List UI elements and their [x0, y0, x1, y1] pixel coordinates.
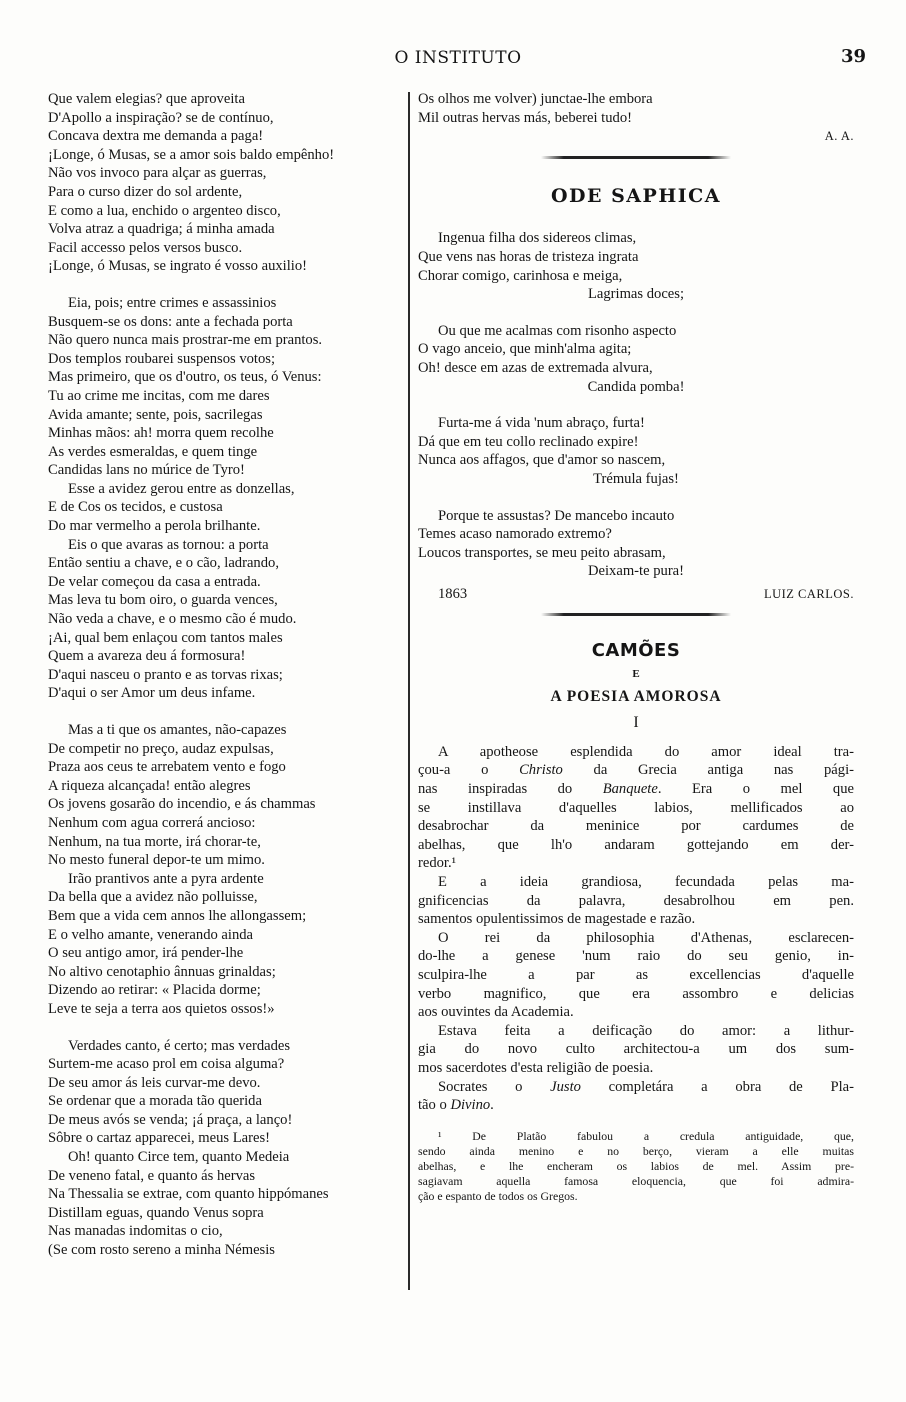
- footnote: [418, 1129, 854, 1204]
- ornamental-rule: [541, 613, 731, 616]
- ode-year: 1863: [438, 585, 468, 602]
- prose-line: aos ouvintes da Academia.: [418, 1004, 574, 1021]
- verse-line: Lagrimas doces;: [587, 286, 685, 303]
- prose-line: tão o Divino.: [418, 1097, 494, 1114]
- italic-term: Christo: [519, 762, 563, 779]
- verse-line: Esse a avidez gerou entre as donzellas,: [68, 480, 295, 497]
- prose-line: çou-a o Christo da Grecia antiga nas pági-: [418, 762, 854, 779]
- prose-line: Socrates o Justo completára a obra de Pla-: [438, 1078, 854, 1095]
- verse-line: De seu amor ás leis curvar-me devo.: [48, 1074, 261, 1091]
- verse-line: O seu antigo amor, irá pender-lhe: [48, 945, 244, 962]
- verse-line: Candida pomba!: [587, 378, 685, 395]
- verse-line: D'aqui o ser Amor um deus infame.: [48, 685, 256, 702]
- ornamental-rule: [541, 156, 731, 159]
- prose-line: do-lhe a genese 'num raio do seu genio, in-: [418, 948, 854, 965]
- verse-line: Trémula fujas!: [593, 470, 679, 487]
- prose-line: se instillava d'aquelles labios, mellificados ao: [418, 799, 854, 816]
- prose-line: Estava feita a deificação do amor: a lithur-: [438, 1022, 854, 1039]
- verse-line: Eis o que avaras as tornou: a porta: [68, 536, 269, 553]
- verse-line: Praza aos ceus te arrebatem vento e fogo: [48, 759, 286, 776]
- verse-line: As verdes esmeraldas, e quem tinge: [48, 443, 258, 460]
- verse-line: No mesto funeral depor-te um mimo.: [48, 852, 265, 869]
- italic-term: Banquete: [602, 781, 658, 798]
- verse-line: Loucos transportes, se meu peito abrasam,: [418, 544, 666, 561]
- prose-line: E a ideia grandiosa, fecundada pelas ma-: [438, 874, 854, 890]
- article-paragraph: [418, 743, 854, 873]
- verse-line: E como a lua, enchido o argenteo disco,: [48, 202, 281, 219]
- verse-line: Porque te assustas? De mancebo incauto: [438, 507, 675, 524]
- verse-line: ¡Longe, ó Musas, se a amor sois baldo empênho!: [48, 146, 335, 163]
- prose-line: nas inspiradas do Banquete. Era o mel que: [418, 781, 854, 798]
- verse-line: Para o curso dizer do sol ardente,: [48, 183, 243, 200]
- verse-line: Mas a ti que os amantes, não-capazes: [68, 722, 287, 738]
- ode-signature-row: [418, 585, 854, 604]
- verse-line: Não vos invoco para alçar as guerras,: [48, 165, 267, 182]
- ode-stanza: [418, 229, 854, 303]
- verse-line: Ou que me acalmas com risonho aspecto: [438, 322, 677, 339]
- verse-line: Se ordenar que a morada tão querida: [48, 1093, 262, 1110]
- page-header: [48, 40, 868, 80]
- verse-line: Dizendo ao retirar: « Placida dorme;: [48, 982, 261, 999]
- prose-line: sculpira-lhe a par as excellencias d'aquelle: [418, 966, 854, 983]
- verse-line: D'Apollo a inspiração? se de contínuo,: [48, 109, 274, 126]
- verse-line: De meus avós se venda; ¡á praça, a lanço!: [48, 1111, 293, 1128]
- verse-line: ¡Ai, qual bem enlaçou com tantos males: [48, 629, 283, 646]
- article-subtitle: A POESIA AMOROSA: [550, 687, 722, 705]
- ode-title: ODE SAPHICA: [550, 184, 722, 207]
- verse-line: E de Cos os tecidos, e custosa: [48, 499, 223, 516]
- page: [48, 40, 868, 1380]
- verse-line: No altivo cenotaphio ânnuas grinaldas;: [48, 963, 276, 980]
- poem-ending: [418, 90, 854, 127]
- article-paragraph: [418, 929, 854, 1022]
- footnote-line: ção e espanto de todos os Gregos.: [418, 1188, 578, 1203]
- verse-line: Quem a avareza deu á formosura!: [48, 648, 246, 665]
- verse-line: Candidas lans no múrice de Tyro!: [48, 462, 245, 479]
- prose-line: mos sacerdotes d'esta religião de poesia.: [418, 1059, 654, 1076]
- verse-line: De competir no preço, audaz expulsas,: [48, 740, 274, 757]
- verse-line: D'aqui nasceu o pranto e as torvas rixas;: [48, 666, 283, 683]
- poem-stanza: [48, 1037, 400, 1260]
- verse-line: Tu ao crime me incitas, com me dares: [48, 387, 270, 404]
- article-title: CAMÕES: [591, 640, 681, 662]
- verse-line: Não quero nunca mais prostrar-me em prantos.: [48, 332, 323, 349]
- footnote-line: ¹ De Platão fabulou a credula antiguidade, que,: [438, 1128, 854, 1143]
- verse-line: Sôbre o cartaz apparecei, meus Lares!: [48, 1130, 271, 1147]
- verse-line: Mil outras hervas más, beberei tudo!: [418, 109, 632, 126]
- left-column: [48, 90, 400, 1278]
- verse-line: Do mar vermelho a perola brilhante.: [48, 518, 261, 535]
- verse-line: Temes acaso namorado extremo?: [418, 526, 612, 543]
- verse-line: Que valem elegias? que aproveita: [48, 91, 245, 107]
- prose-line: desabrochar da meninice por cardumes de: [418, 818, 854, 835]
- ode-stanza: [418, 414, 854, 488]
- verse-line: Na Thessalia se extrae, com quanto hippómanes: [48, 1186, 329, 1203]
- column-divider: [408, 92, 410, 1290]
- article-paragraph: [418, 1022, 854, 1078]
- verse-line: Dá que em teu collo reclinado expire!: [418, 433, 639, 450]
- footnote-line: abelhas, e lhe encheram os labios de mel. Assim pre-: [418, 1158, 854, 1173]
- page-number: 39: [840, 46, 866, 67]
- prose-line: gnificencias da palavra, desabrolhou em pen.: [418, 892, 854, 909]
- ode-stanza: [418, 322, 854, 396]
- verse-line: Chorar comigo, carinhosa e meiga,: [418, 267, 623, 284]
- verse-line: Bem que a vida cem annos lhe allongassem;: [48, 907, 307, 924]
- poem-stanza: [48, 721, 400, 1019]
- verse-line: Os jovens gosarão do incendio, e ás chammas: [48, 796, 316, 813]
- verse-line: Oh! quanto Circe tem, quanto Medeia: [68, 1149, 290, 1166]
- verse-line: ¡Longe, ó Musas, se ingrato é vosso auxilio!: [48, 258, 307, 275]
- prose-line: gia do novo culto architectou-a um dos sum-: [418, 1041, 854, 1058]
- article-conjunction: E: [632, 668, 640, 681]
- verse-line: A riqueza alcançada! então alegres: [48, 777, 251, 794]
- poem-stanza: [48, 294, 400, 703]
- prose-line: O rei da philosophia d'Athenas, esclarecen-: [438, 929, 854, 946]
- article-body: [418, 743, 854, 1115]
- poem-signature: A. A.: [824, 129, 854, 144]
- ode-author: LUIZ CARLOS.: [763, 586, 854, 601]
- ode-body: [418, 229, 854, 581]
- footnote-line: sagiavam aquella famosa eloquencia, que foi admira-: [418, 1173, 854, 1188]
- verse-line: Nunca aos affagos, que d'amor so nascem,: [418, 452, 666, 469]
- verse-line: Avida amante; sente, pois, sacrilegas: [48, 406, 263, 423]
- verse-line: Eia, pois; entre crimes e assassinios: [68, 294, 277, 311]
- running-title: O INSTITUTO: [394, 48, 522, 68]
- verse-line: E o velho amante, venerando ainda: [48, 926, 254, 943]
- right-column: [418, 90, 854, 1204]
- verse-line: De veneno fatal, e quanto ás hervas: [48, 1167, 256, 1184]
- prose-line: A apotheose esplendida do amor ideal tra-: [438, 743, 854, 760]
- verse-line: Minhas mãos: ah! morra quem recolhe: [48, 425, 274, 442]
- verse-line: Que vens nas horas de tristeza ingrata: [418, 248, 639, 265]
- verse-line: Surtem-me acaso prol em coisa alguma?: [48, 1056, 285, 1073]
- verse-line: Distillam eguas, quando Venus sopra: [48, 1204, 264, 1221]
- verse-line: Então sentiu a chave, e o cão, ladrando,: [48, 555, 279, 572]
- verse-line: Mas leva tu bom oiro, o guarda vences,: [48, 592, 278, 609]
- verse-line: Da bella que a avidez não polluisse,: [48, 889, 258, 906]
- article-paragraph: [418, 1078, 854, 1115]
- section-numeral: I: [633, 714, 639, 732]
- verse-line: Nenhum com agua correrá ancioso:: [48, 814, 256, 831]
- verse-line: O vago anceio, que minh'alma agita;: [418, 341, 632, 358]
- italic-term: Justo: [550, 1078, 581, 1095]
- verse-line: Facil accesso pelos versos busco.: [48, 239, 243, 256]
- article-paragraph: [418, 873, 854, 929]
- verse-line: Volva atraz a quadriga; á minha amada: [48, 221, 275, 238]
- prose-line: verbo magnifico, que era assombro e delicias: [418, 985, 854, 1002]
- verse-line: Nenhum, na tua morte, irá chorar-te,: [48, 833, 261, 850]
- verse-line: Verdades canto, é certo; mas verdades: [68, 1037, 291, 1054]
- ode-stanza: [418, 507, 854, 581]
- prose-line: samentos opulentissimos de magestade e razão.: [418, 911, 696, 928]
- verse-line: Deixam-te pura!: [587, 563, 685, 580]
- verse-line: Furta-me á vida 'num abraço, furta!: [438, 415, 645, 432]
- verse-line: Dos templos roubarei suspensos votos;: [48, 350, 276, 367]
- verse-line: Leve te seja a terra aos quietos ossos!»: [48, 1000, 275, 1017]
- italic-term: Divino: [450, 1097, 491, 1114]
- verse-line: Busquem-se os dons: ante a fechada porta: [48, 313, 293, 330]
- prose-line: abelhas, que lh'o andaram gottejando em der-: [418, 836, 854, 853]
- verse-line: Os olhos me volver) junctae-lhe embora: [418, 91, 653, 107]
- footnote-line: sendo ainda menino e no berço, vieram a elle muitas: [418, 1143, 854, 1158]
- verse-line: De velar começou da casa a entrada.: [48, 573, 261, 590]
- prose-line: redor.¹: [418, 855, 457, 872]
- verse-line: Nas manadas indomitas o cio,: [48, 1223, 223, 1240]
- verse-line: (Se com rosto sereno a minha Némesis: [48, 1242, 275, 1259]
- poem-stanza: [48, 90, 400, 276]
- verse-line: Concava dextra me demanda a paga!: [48, 128, 264, 145]
- verse-line: Não veda a chave, e o mesmo cão é mudo.: [48, 611, 297, 628]
- verse-line: Mas primeiro, que os d'outro, os teus, ó Venus:: [48, 369, 322, 386]
- verse-line: Oh! desce em azas de extremada alvura,: [418, 359, 653, 376]
- verse-line: Irão prantivos ante a pyra ardente: [68, 870, 264, 887]
- verse-line: Ingenua filha dos sidereos climas,: [438, 230, 637, 247]
